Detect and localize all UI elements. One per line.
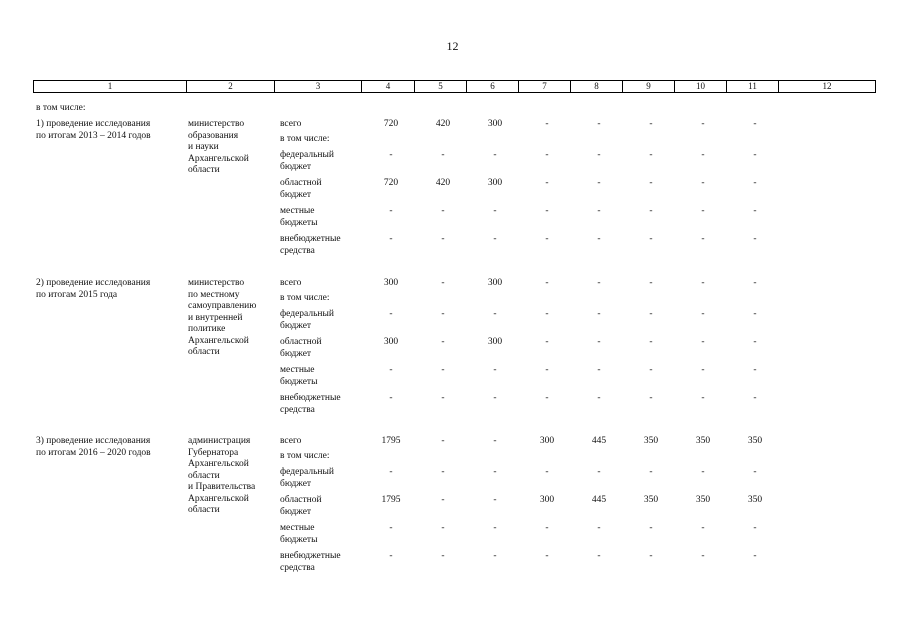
value-cell: 1795 (381, 436, 401, 446)
value-cell: - (597, 119, 601, 129)
value-cell: 445 (591, 436, 607, 446)
value-cell: - (441, 206, 445, 216)
value-cell: 1795 (381, 495, 401, 505)
value-cell: - (545, 150, 549, 160)
value-cell: - (493, 523, 497, 533)
value-cell: - (701, 467, 705, 477)
value-cell: - (701, 309, 705, 319)
funding-source-label: бюджет (280, 189, 312, 200)
value-cell: - (649, 365, 653, 375)
section-title-line: 2) проведение исследования (36, 278, 151, 288)
executor-line: Архангельской (188, 153, 249, 164)
value-cell: 350 (747, 436, 763, 446)
value-cell: - (649, 278, 653, 288)
column-header-table (33, 80, 876, 93)
funding-source-label: всего (280, 119, 302, 129)
value-cell: - (493, 393, 497, 403)
value-cell: - (545, 393, 549, 403)
value-cell: - (545, 278, 549, 288)
value-cell: 300 (383, 337, 399, 347)
executor-line: и Правительства (188, 482, 256, 492)
intro-text: в том числе: (36, 103, 86, 113)
funding-source-label: внебюджетные (280, 234, 341, 244)
column-header: 6 (467, 81, 519, 93)
value-cell: - (389, 309, 393, 319)
value-cell: - (753, 150, 757, 160)
value-cell: - (545, 467, 549, 477)
value-cell: - (441, 467, 445, 477)
value-cell: - (753, 119, 757, 129)
column-header: 2 (187, 81, 275, 93)
executor-line: министерство (188, 278, 245, 288)
value-cell: - (701, 234, 705, 244)
executor-line: Архангельской (188, 493, 249, 504)
executor-line: и науки (188, 142, 219, 152)
value-cell: 420 (435, 178, 451, 188)
executor-line: области (188, 165, 220, 175)
value-cell: - (389, 150, 393, 160)
section-title-line: 3) проведение исследования (36, 436, 151, 446)
funding-source-label: средства (280, 404, 315, 415)
value-cell: - (545, 365, 549, 375)
column-header: 7 (519, 81, 571, 93)
value-cell: - (389, 365, 393, 375)
value-cell: - (441, 150, 445, 160)
value-cell: - (597, 206, 601, 216)
funding-source-label: внебюджетные (280, 551, 341, 561)
funding-source-label: бюджеты (280, 217, 318, 228)
value-cell: - (649, 393, 653, 403)
value-cell: - (753, 278, 757, 288)
value-cell: - (545, 523, 549, 533)
value-cell: - (753, 206, 757, 216)
funding-source-label: средства (280, 562, 315, 573)
value-cell: - (701, 393, 705, 403)
value-cell: - (753, 523, 757, 533)
funding-source-label: областной (280, 337, 322, 347)
value-cell: - (753, 234, 757, 244)
value-cell: - (493, 150, 497, 160)
value-cell: 300 (487, 337, 503, 347)
section-title-line: по итогам 2015 года (36, 289, 118, 300)
executor-line: и внутренней (188, 312, 243, 323)
value-cell: - (597, 365, 601, 375)
value-cell: - (649, 523, 653, 533)
section-title-line: по итогам 2013 – 2014 годов (36, 130, 151, 141)
value-cell: - (545, 178, 549, 188)
value-cell: - (389, 206, 393, 216)
value-cell: 300 (383, 278, 399, 288)
value-cell: - (597, 309, 601, 319)
column-header: 10 (675, 81, 727, 93)
value-cell: - (649, 309, 653, 319)
value-cell: - (753, 309, 757, 319)
value-cell: 300 (487, 178, 503, 188)
funding-source-label: федеральный (280, 309, 334, 319)
value-cell: - (753, 551, 757, 561)
value-cell: - (389, 393, 393, 403)
value-cell: - (753, 393, 757, 403)
executor-line: самоуправлению (188, 301, 257, 311)
funding-source-label: местные (280, 523, 315, 533)
value-cell: - (597, 467, 601, 477)
column-header: 4 (362, 81, 415, 93)
value-cell: 420 (435, 119, 451, 129)
value-cell: - (441, 234, 445, 244)
funding-source-label: всего (280, 278, 302, 288)
value-cell: - (649, 150, 653, 160)
value-cell: 300 (487, 278, 503, 288)
value-cell: - (753, 337, 757, 347)
value-cell: - (597, 393, 601, 403)
value-cell: - (701, 365, 705, 375)
executor-line: Архангельской (188, 335, 249, 346)
value-cell: - (597, 178, 601, 188)
value-cell: 350 (695, 495, 711, 505)
funding-source-label: федеральный (280, 150, 334, 160)
value-cell: - (649, 206, 653, 216)
value-cell: - (701, 337, 705, 347)
value-cell: - (493, 436, 497, 446)
value-cell: - (441, 551, 445, 561)
value-cell: - (389, 234, 393, 244)
column-header: 11 (727, 81, 779, 93)
funding-source-label: всего (280, 436, 302, 446)
value-cell: - (441, 436, 445, 446)
value-cell: - (701, 206, 705, 216)
value-cell: - (649, 467, 653, 477)
column-header: 9 (623, 81, 675, 93)
value-cell: 350 (747, 495, 763, 505)
value-cell: - (441, 495, 445, 505)
column-header: 3 (275, 81, 362, 93)
funding-source-label: бюджет (280, 506, 312, 517)
value-cell: - (753, 467, 757, 477)
column-header: 8 (571, 81, 623, 93)
column-header: 12 (779, 81, 876, 93)
executor-line: администрация (188, 436, 251, 446)
column-header: 1 (34, 81, 187, 93)
value-cell: - (389, 523, 393, 533)
funding-source-label: федеральный (280, 467, 334, 477)
value-cell: - (545, 234, 549, 244)
column-header: 5 (415, 81, 467, 93)
value-cell: - (649, 234, 653, 244)
value-cell: 300 (539, 436, 555, 446)
value-cell: - (493, 365, 497, 375)
value-cell: - (545, 337, 549, 347)
funding-source-label: местные (280, 206, 315, 216)
value-cell: 300 (539, 495, 555, 505)
value-cell: 350 (643, 436, 659, 446)
value-cell: - (493, 309, 497, 319)
executor-line: области (188, 347, 220, 357)
executor-line: политике (188, 324, 226, 334)
value-cell: - (493, 234, 497, 244)
value-cell: - (649, 119, 653, 129)
value-cell: - (545, 309, 549, 319)
funding-source-label: областной (280, 495, 322, 505)
executor-line: области (188, 505, 220, 515)
value-cell: - (389, 551, 393, 561)
value-cell: - (597, 278, 601, 288)
section-title-line: по итогам 2016 – 2020 годов (36, 447, 151, 458)
value-cell: - (441, 393, 445, 403)
value-cell: - (597, 234, 601, 244)
value-cell: - (493, 551, 497, 561)
value-cell: - (701, 178, 705, 188)
value-cell: 350 (695, 436, 711, 446)
page-number: 12 (446, 39, 459, 53)
value-cell: - (493, 206, 497, 216)
value-cell: 720 (383, 119, 399, 129)
funding-source-label: в том числе: (280, 293, 330, 303)
value-cell: - (493, 467, 497, 477)
funding-source-label: бюджет (280, 320, 312, 331)
funding-source-label: в том числе: (280, 134, 330, 144)
value-cell: - (649, 178, 653, 188)
value-cell: - (649, 551, 653, 561)
value-cell: - (441, 278, 445, 288)
value-cell: - (441, 309, 445, 319)
value-cell: - (441, 365, 445, 375)
value-cell: 720 (383, 178, 399, 188)
funding-source-label: бюджеты (280, 534, 318, 545)
value-cell: 300 (487, 119, 503, 129)
value-cell: - (597, 150, 601, 160)
value-cell: - (545, 206, 549, 216)
value-cell: - (597, 337, 601, 347)
value-cell: - (389, 467, 393, 477)
funding-source-label: бюджет (280, 478, 312, 489)
value-cell: - (441, 523, 445, 533)
executor-line: министерство (188, 119, 245, 129)
funding-source-label: внебюджетные (280, 393, 341, 403)
executor-line: Архангельской (188, 459, 249, 469)
funding-source-label: средства (280, 245, 315, 256)
funding-source-label: бюджет (280, 161, 312, 172)
value-cell: - (597, 523, 601, 533)
funding-source-label: в том числе: (280, 451, 330, 461)
funding-source-label: бюджет (280, 348, 312, 359)
value-cell: - (701, 278, 705, 288)
value-cell: - (545, 119, 549, 129)
value-cell: - (701, 119, 705, 129)
value-cell: 445 (591, 495, 607, 505)
value-cell: - (493, 495, 497, 505)
value-cell: - (701, 523, 705, 533)
funding-source-label: областной (280, 178, 322, 188)
value-cell: - (545, 551, 549, 561)
value-cell: - (701, 150, 705, 160)
funding-source-label: бюджеты (280, 376, 318, 387)
executor-line: образования (188, 130, 239, 141)
executor-line: области (188, 470, 220, 481)
value-cell: - (597, 551, 601, 561)
value-cell: - (701, 551, 705, 561)
funding-source-label: местные (280, 365, 315, 375)
value-cell: - (753, 365, 757, 375)
executor-line: по местному (188, 289, 240, 300)
value-cell: - (753, 178, 757, 188)
value-cell: - (649, 337, 653, 347)
value-cell: 350 (643, 495, 659, 505)
executor-line: Губернатора (188, 447, 239, 458)
section-title-line: 1) проведение исследования (36, 119, 151, 129)
value-cell: - (441, 337, 445, 347)
